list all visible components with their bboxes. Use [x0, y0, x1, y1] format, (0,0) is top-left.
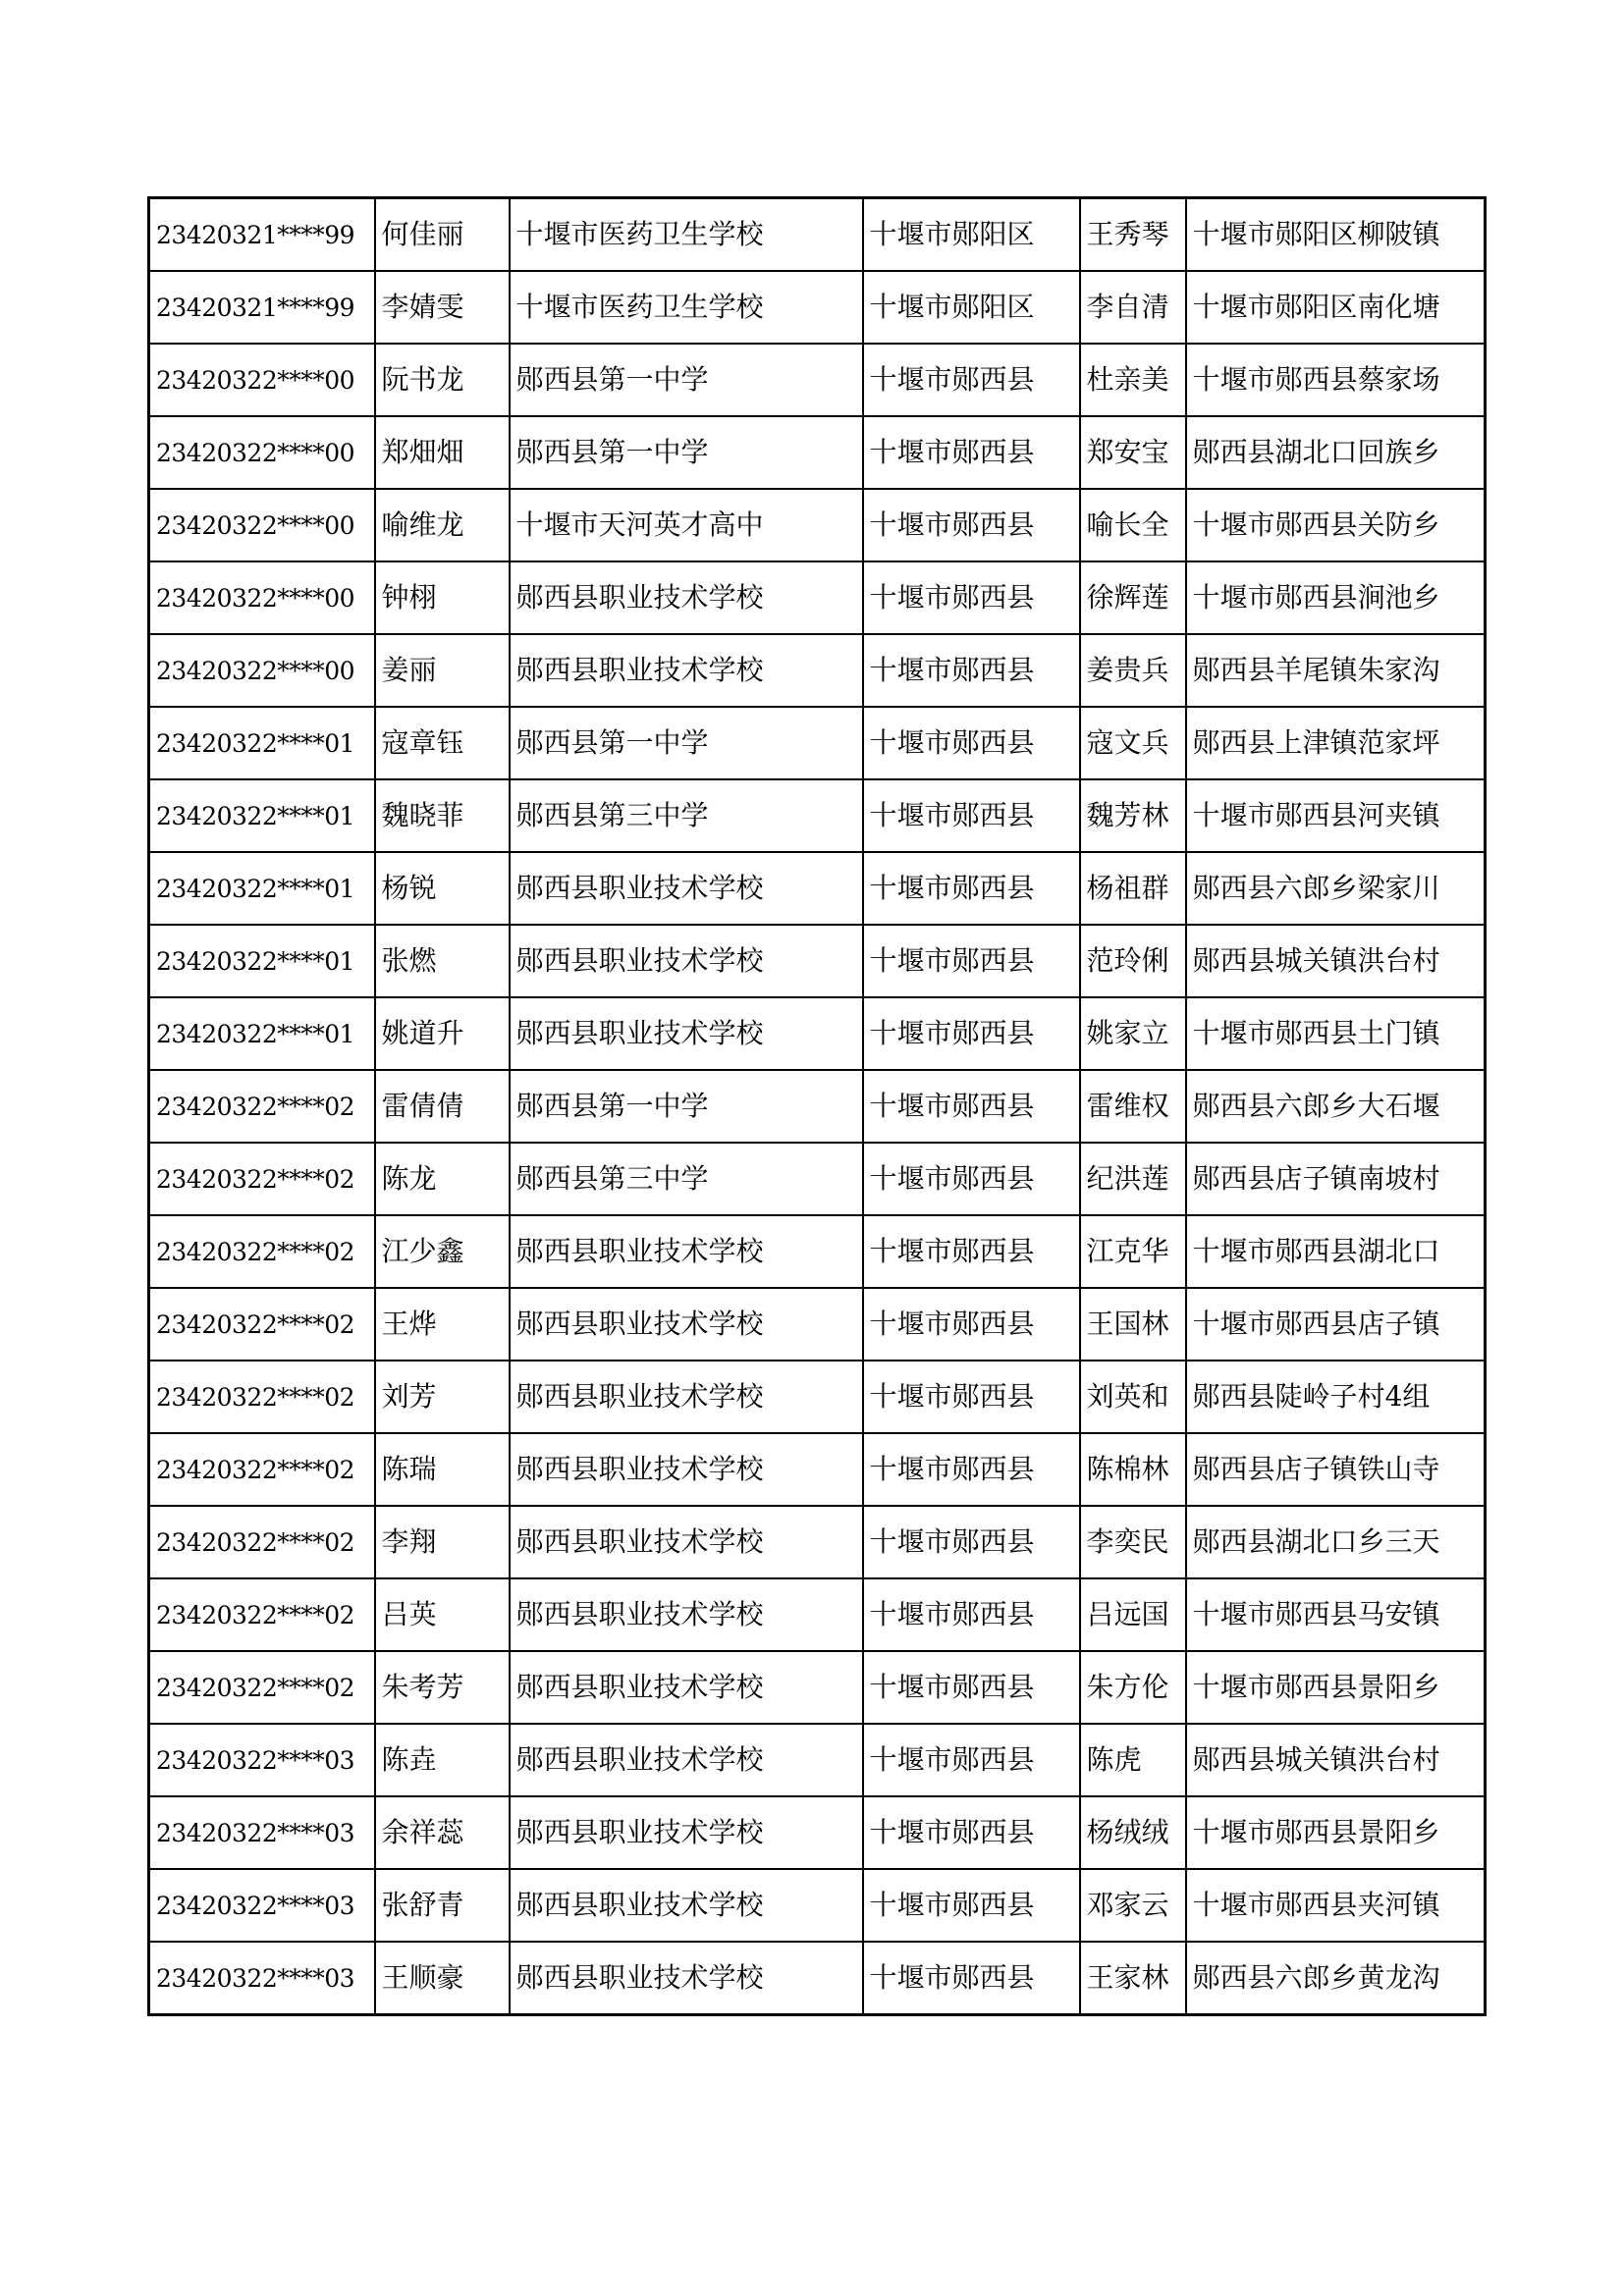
student-id-cell: 23420322****02: [149, 1143, 375, 1215]
address-cell: 郧西县城关镇洪台村: [1186, 925, 1486, 997]
school-cell: 郧西县职业技术学校: [510, 1578, 863, 1651]
school-cell: 郧西县职业技术学校: [510, 1506, 863, 1578]
address-cell: 郧西县上津镇范家坪: [1186, 707, 1486, 779]
region-cell: 十堰市郧西县: [863, 1796, 1080, 1869]
student-id-cell: 23420322****00: [149, 489, 375, 561]
school-cell: 郧西县第一中学: [510, 1070, 863, 1143]
guardian-name-cell: 魏芳林: [1080, 779, 1186, 852]
table-row: [149, 1578, 1486, 1651]
guardian-name-cell: 王国林: [1080, 1288, 1186, 1361]
table-row: [149, 1361, 1486, 1433]
student-id-cell: 23420322****01: [149, 779, 375, 852]
address-cell: 十堰市郧西县景阳乡: [1186, 1796, 1486, 1869]
student-name-cell: 喻维龙: [375, 489, 510, 561]
student-id-cell: 23420322****02: [149, 1506, 375, 1578]
guardian-name-cell: 邓家云: [1080, 1869, 1186, 1942]
guardian-name-cell: 郑安宝: [1080, 416, 1186, 489]
guardian-name-cell: 姚家立: [1080, 997, 1186, 1070]
student-name-cell: 余祥蕊: [375, 1796, 510, 1869]
address-cell: 郧西县湖北口乡三天: [1186, 1506, 1486, 1578]
guardian-name-cell: 李自清: [1080, 271, 1186, 344]
school-cell: 十堰市医药卫生学校: [510, 271, 863, 344]
table-row: [149, 925, 1486, 997]
school-cell: 郧西县第一中学: [510, 344, 863, 416]
student-id-cell: 23420322****01: [149, 925, 375, 997]
student-name-cell: 李婧雯: [375, 271, 510, 344]
student-id-cell: 23420322****01: [149, 707, 375, 779]
table-row: [149, 1869, 1486, 1942]
school-cell: 郧西县第一中学: [510, 707, 863, 779]
school-cell: 郧西县职业技术学校: [510, 1433, 863, 1506]
region-cell: 十堰市郧西县: [863, 489, 1080, 561]
address-cell: 郧西县六郎乡黄龙沟: [1186, 1942, 1486, 2015]
student-name-cell: 朱考芳: [375, 1651, 510, 1724]
guardian-name-cell: 杨祖群: [1080, 852, 1186, 925]
school-cell: 郧西县第一中学: [510, 416, 863, 489]
student-name-cell: 姜丽: [375, 634, 510, 707]
address-cell: 郧西县羊尾镇朱家沟: [1186, 634, 1486, 707]
guardian-name-cell: 陈虎: [1080, 1724, 1186, 1796]
region-cell: 十堰市郧西县: [863, 634, 1080, 707]
table-row: [149, 1070, 1486, 1143]
address-cell: 十堰市郧阳区柳陂镇: [1186, 198, 1486, 272]
school-cell: 郧西县职业技术学校: [510, 1651, 863, 1724]
region-cell: 十堰市郧西县: [863, 1506, 1080, 1578]
address-cell: 十堰市郧西县夹河镇: [1186, 1869, 1486, 1942]
student-id-cell: 23420322****03: [149, 1869, 375, 1942]
table-row: [149, 1215, 1486, 1288]
table-row: [149, 1796, 1486, 1869]
region-cell: 十堰市郧西县: [863, 344, 1080, 416]
table-row: [149, 489, 1486, 561]
address-cell: 十堰市郧西县湖北口: [1186, 1215, 1486, 1288]
address-cell: 十堰市郧西县河夹镇: [1186, 779, 1486, 852]
guardian-name-cell: 王秀琴: [1080, 198, 1186, 272]
student-id-cell: 23420322****02: [149, 1651, 375, 1724]
region-cell: 十堰市郧西县: [863, 1724, 1080, 1796]
school-cell: 郧西县职业技术学校: [510, 997, 863, 1070]
region-cell: 十堰市郧西县: [863, 852, 1080, 925]
table-row: [149, 1506, 1486, 1578]
table-row: [149, 1651, 1486, 1724]
region-cell: 十堰市郧西县: [863, 1942, 1080, 2015]
guardian-name-cell: 杨绒绒: [1080, 1796, 1186, 1869]
address-cell: 十堰市郧西县马安镇: [1186, 1578, 1486, 1651]
student-name-cell: 刘芳: [375, 1361, 510, 1433]
table-row: [149, 416, 1486, 489]
student-id-cell: 23420322****00: [149, 416, 375, 489]
student-id-cell: 23420322****01: [149, 997, 375, 1070]
student-name-cell: 陈垚: [375, 1724, 510, 1796]
student-name-cell: 李翔: [375, 1506, 510, 1578]
student-name-cell: 王烨: [375, 1288, 510, 1361]
student-name-cell: 张燃: [375, 925, 510, 997]
guardian-name-cell: 喻长全: [1080, 489, 1186, 561]
school-cell: 郧西县职业技术学校: [510, 925, 863, 997]
address-cell: 十堰市郧西县店子镇: [1186, 1288, 1486, 1361]
school-cell: 郧西县职业技术学校: [510, 1869, 863, 1942]
student-id-cell: 23420322****00: [149, 344, 375, 416]
student-name-cell: 江少鑫: [375, 1215, 510, 1288]
guardian-name-cell: 朱方伦: [1080, 1651, 1186, 1724]
student-name-cell: 寇章钰: [375, 707, 510, 779]
guardian-name-cell: 王家林: [1080, 1942, 1186, 2015]
school-cell: 郧西县第三中学: [510, 779, 863, 852]
student-name-cell: 王顺豪: [375, 1942, 510, 2015]
region-cell: 十堰市郧西县: [863, 1215, 1080, 1288]
student-id-cell: 23420322****02: [149, 1361, 375, 1433]
table-row: [149, 198, 1486, 272]
address-cell: 郧西县店子镇南坡村: [1186, 1143, 1486, 1215]
student-id-cell: 23420321****99: [149, 198, 375, 272]
school-cell: 郧西县职业技术学校: [510, 852, 863, 925]
address-cell: 十堰市郧西县土门镇: [1186, 997, 1486, 1070]
student-id-cell: 23420321****99: [149, 271, 375, 344]
student-id-cell: 23420322****02: [149, 1433, 375, 1506]
region-cell: 十堰市郧西县: [863, 1578, 1080, 1651]
student-id-cell: 23420322****02: [149, 1215, 375, 1288]
address-cell: 十堰市郧西县景阳乡: [1186, 1651, 1486, 1724]
student-name-cell: 陈瑞: [375, 1433, 510, 1506]
region-cell: 十堰市郧西县: [863, 416, 1080, 489]
roster-body: [149, 198, 1486, 2015]
table-row: [149, 1288, 1486, 1361]
guardian-name-cell: 江克华: [1080, 1215, 1186, 1288]
region-cell: 十堰市郧西县: [863, 561, 1080, 634]
table-row: [149, 1143, 1486, 1215]
student-id-cell: 23420322****01: [149, 852, 375, 925]
region-cell: 十堰市郧西县: [863, 925, 1080, 997]
student-id-cell: 23420322****03: [149, 1796, 375, 1869]
address-cell: 十堰市郧西县涧池乡: [1186, 561, 1486, 634]
table-row: [149, 852, 1486, 925]
region-cell: 十堰市郧西县: [863, 997, 1080, 1070]
student-roster-table: [147, 196, 1487, 2016]
address-cell: 郧西县店子镇铁山寺: [1186, 1433, 1486, 1506]
student-id-cell: 23420322****02: [149, 1070, 375, 1143]
address-cell: 郧西县六郎乡梁家川: [1186, 852, 1486, 925]
student-name-cell: 何佳丽: [375, 198, 510, 272]
region-cell: 十堰市郧西县: [863, 1361, 1080, 1433]
guardian-name-cell: 杜亲美: [1080, 344, 1186, 416]
region-cell: 十堰市郧阳区: [863, 271, 1080, 344]
guardian-name-cell: 寇文兵: [1080, 707, 1186, 779]
school-cell: 郧西县职业技术学校: [510, 1288, 863, 1361]
table-row: [149, 779, 1486, 852]
address-cell: 十堰市郧西县关防乡: [1186, 489, 1486, 561]
student-id-cell: 23420322****00: [149, 561, 375, 634]
region-cell: 十堰市郧西县: [863, 779, 1080, 852]
student-id-cell: 23420322****00: [149, 634, 375, 707]
guardian-name-cell: 刘英和: [1080, 1361, 1186, 1433]
address-cell: 十堰市郧阳区南化塘: [1186, 271, 1486, 344]
school-cell: 郧西县职业技术学校: [510, 1796, 863, 1869]
table-row: [149, 271, 1486, 344]
region-cell: 十堰市郧阳区: [863, 198, 1080, 272]
guardian-name-cell: 范玲俐: [1080, 925, 1186, 997]
guardian-name-cell: 陈棉林: [1080, 1433, 1186, 1506]
region-cell: 十堰市郧西县: [863, 707, 1080, 779]
school-cell: 郧西县职业技术学校: [510, 561, 863, 634]
address-cell: 郧西县湖北口回族乡: [1186, 416, 1486, 489]
table-row: [149, 997, 1486, 1070]
student-name-cell: 陈龙: [375, 1143, 510, 1215]
guardian-name-cell: 雷维权: [1080, 1070, 1186, 1143]
student-name-cell: 雷倩倩: [375, 1070, 510, 1143]
student-id-cell: 23420322****03: [149, 1942, 375, 2015]
region-cell: 十堰市郧西县: [863, 1869, 1080, 1942]
guardian-name-cell: 纪洪莲: [1080, 1143, 1186, 1215]
guardian-name-cell: 姜贵兵: [1080, 634, 1186, 707]
school-cell: 郧西县职业技术学校: [510, 1724, 863, 1796]
student-name-cell: 姚道升: [375, 997, 510, 1070]
guardian-name-cell: 徐辉莲: [1080, 561, 1186, 634]
school-cell: 十堰市天河英才高中: [510, 489, 863, 561]
region-cell: 十堰市郧西县: [863, 1433, 1080, 1506]
student-id-cell: 23420322****02: [149, 1578, 375, 1651]
table-row: [149, 344, 1486, 416]
address-cell: 郧西县陡岭子村4组: [1186, 1361, 1486, 1433]
table-row: [149, 1724, 1486, 1796]
student-name-cell: 郑畑畑: [375, 416, 510, 489]
student-id-cell: 23420322****03: [149, 1724, 375, 1796]
student-name-cell: 阮书龙: [375, 344, 510, 416]
student-id-cell: 23420322****02: [149, 1288, 375, 1361]
school-cell: 郧西县职业技术学校: [510, 1361, 863, 1433]
school-cell: 十堰市医药卫生学校: [510, 198, 863, 272]
region-cell: 十堰市郧西县: [863, 1143, 1080, 1215]
region-cell: 十堰市郧西县: [863, 1070, 1080, 1143]
table-row: [149, 707, 1486, 779]
guardian-name-cell: 李奕民: [1080, 1506, 1186, 1578]
school-cell: 郧西县第三中学: [510, 1143, 863, 1215]
table-row: [149, 1942, 1486, 2015]
address-cell: 十堰市郧西县蔡家场: [1186, 344, 1486, 416]
student-name-cell: 吕英: [375, 1578, 510, 1651]
school-cell: 郧西县职业技术学校: [510, 1215, 863, 1288]
student-name-cell: 钟栩: [375, 561, 510, 634]
table-row: [149, 634, 1486, 707]
address-cell: 郧西县六郎乡大石堰: [1186, 1070, 1486, 1143]
school-cell: 郧西县职业技术学校: [510, 1942, 863, 2015]
table-row: [149, 1433, 1486, 1506]
region-cell: 十堰市郧西县: [863, 1651, 1080, 1724]
student-name-cell: 杨锐: [375, 852, 510, 925]
guardian-name-cell: 吕远国: [1080, 1578, 1186, 1651]
student-name-cell: 魏晓菲: [375, 779, 510, 852]
student-name-cell: 张舒青: [375, 1869, 510, 1942]
school-cell: 郧西县职业技术学校: [510, 634, 863, 707]
region-cell: 十堰市郧西县: [863, 1288, 1080, 1361]
table-row: [149, 561, 1486, 634]
address-cell: 郧西县城关镇洪台村: [1186, 1724, 1486, 1796]
